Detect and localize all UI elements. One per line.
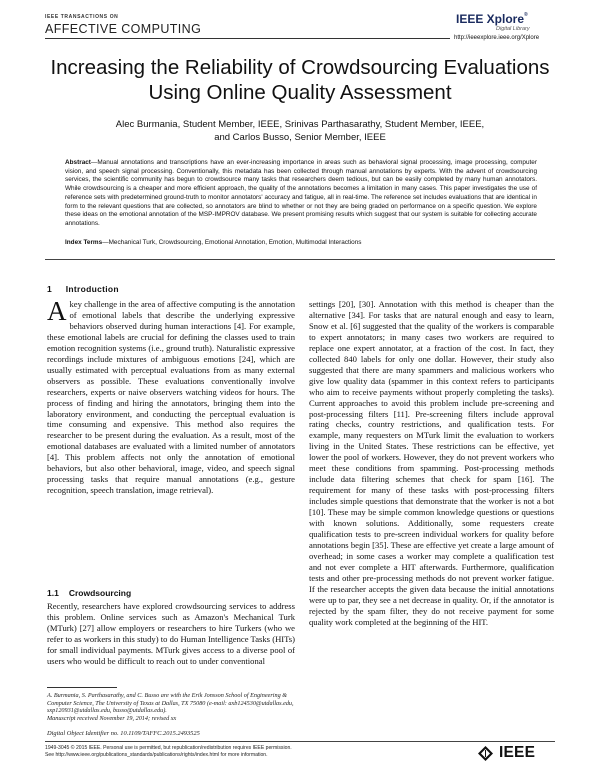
section-heading-introduction bbox=[47, 279, 119, 297]
abstract-divider bbox=[45, 259, 555, 260]
index-terms bbox=[65, 239, 537, 248]
index-terms-label: Index Terms bbox=[65, 239, 103, 246]
author-line-1: Alec Burmania, Student Member, IEEE, Srinivas Parthasarathy, Student Member, IEEE, bbox=[115, 119, 485, 130]
journal-name: AFFECTIVE COMPUTING bbox=[45, 22, 202, 36]
xplore-subtitle: Digital Library bbox=[496, 26, 530, 32]
copyright-line-1: 1949-3045 © 2015 IEEE. Personal use is permitted, but republication/redistribution requires IEEE permission. bbox=[45, 745, 292, 751]
copyright-line-2: See http://www.ieee.org/publications_standards/publications/rights/index.html for more information. bbox=[45, 751, 268, 758]
footnote-divider bbox=[47, 687, 117, 688]
doi-line: Digital Object Identifier no. 10.1109/TAFFC.2015.2493525 bbox=[47, 730, 200, 737]
section-number: 1 bbox=[47, 284, 52, 294]
author-list bbox=[60, 118, 540, 144]
subsection-heading-crowdsourcing bbox=[47, 583, 131, 601]
affiliation-text: A. Burmania, S. Parthasarathy, and C. Busso are with the Erik Jonsson School of Engineering & Computer Science, The University of Texas at Dallas, TX 75080 (e-mail: axb124530@utdallas.edu, sxp120931@utdallas.edu, busso@utdallas.edu). bbox=[47, 692, 294, 715]
intro-right-column: settings [20], [30]. Annotation with this method is cheaper than the alternative [34]. For tasks that are natural enough and easy to learn, Snow et al. [6] suggested that the quality of the workers is comparable to expert annotators; in many cases two workers are required to replace one expert annotator, at a fraction of the cost. In fact, they collected 840 labels for only one dollar. However, their study also suggested that there are many spammers and malicious workers who give low quality data (spammer in this context refers to participants who aim to receive payments without properly completing the tasks). Current approaches to avoid this problem include pre-screening and post-processing filters [11]. Pre-screening filters include approval rating checks, country restrictions, and qualification tests. For example, many requesters on MTurk limit the evaluation to workers living in the United States. These restrictions can be effective, yet lower the pool of workers. However, they do not prevent workers who meet these conditions from spamming. Post-processing methods include data filtering schemes that check for spam [16]. The requirement for many of these tasks with post-processing filters includes simple questions that demonstrate that the worker is not a bot [10]. These may be simple common knowledge questions or questions with known solutions. Additionally, some requesters create qualification tests to pre-screen individual workers for quality before annotations begin [35]. These are effective yet create a large amount of overhead; in some cases a worker may complete a qualification test and not ever complete a HIT afterwards. Furthermore, qualification tests and other pre-processing methods do not prevent worker fatigue. If the researcher accepts the given data because the initial annotations were up to par, they see a net decrease in quality. Or, if the annotator is rejected by the spam filter, they do not receive payment for some quality work completed at the beginning of the HIT. bbox=[309, 299, 554, 627]
intro-left-column bbox=[47, 296, 295, 496]
intro-paragraph: key challenge in the area of affective computing is the annotation of emotional labels that describe the underlying expressive behaviors observed during human interactions [4]. For example, these emotional labels are crucial for defining the classes used to train emotion recognition systems (i.e., ground truth). Naturalistic expressive recordings include mixtures of ambiguous emotions [24], which are usually estimated with perceptual evaluations from as many external observers as possible. These evaluations conventionally involve researchers, experts or naive observers watching videos for hours. The process of finding and hiring the annotators, bringing them into the laboratory environment, and conducting the perceptual evaluation is time consuming and expensive. This method also requires the researcher to be present during the evaluation. As a result, most of the emotional databases are evaluated with a limited number of annotators [4]. This problem affects not only the annotation of emotional behaviors, but also other behavioral, image, video, and speech signal processing tasks that require manual annotations (e.g., gesture recognition, speech translation, image retrieval). bbox=[47, 299, 295, 496]
xplore-url-link[interactable]: http://ieeexplore.ieee.org/Xplore bbox=[454, 35, 540, 41]
drop-cap: A bbox=[47, 296, 67, 326]
ieee-xplore-logo bbox=[456, 12, 528, 26]
ieee-diamond-icon bbox=[478, 746, 493, 761]
abstract-label: Abstract bbox=[65, 159, 91, 166]
author-line-2: and Carlos Busso, Senior Member, IEEE bbox=[214, 132, 386, 143]
registered-mark: ® bbox=[524, 12, 528, 18]
crowdsourcing-paragraph: Recently, researchers have explored crowdsourcing services to address this problem. Online services such as Amazon's Mechanical Turk (MTurk) [27] allow employers or researchers to hire Turkers (who we refer to as workers in this study) to do Human Intelligence Tasks (HITs) for small individual payments. MTurk gives access to a diverse pool of users who would be difficult to reach out to under conventional bbox=[47, 601, 295, 666]
journal-series-label: IEEE TRANSACTIONS ON bbox=[45, 14, 119, 20]
xplore-brand: IEEE Xplore bbox=[456, 12, 525, 26]
copyright-notice bbox=[45, 745, 485, 759]
footer-divider bbox=[45, 741, 555, 742]
ieee-wordmark: IEEE bbox=[499, 744, 536, 761]
subsection-number: 1.1 bbox=[47, 588, 59, 598]
abstract-text: —Manual annotations and transcriptions have an ever-increasing importance in areas such as behavioral signal processing, image processing, computer vision, and speech signal processing. Conventionally, this metadata has been collected through manual annotations by experts. With the advent of crowdsourcing services, the scientific community has begun to crowdsource many tasks that researchers deem tedious, but can be easily completed by many human annotators. While crowdsourcing is a cheaper and more efficient approach, the quality of the annotations becomes a limitation in many cases. This paper investigates the use of reference sets with predetermined ground-truth to monitor annotators' accuracy and fatigue, all in real-time. The reference set includes evaluations that are identical in form to the relevant questions that are collected, so annotators are blind to whether or not they are being graded on performance on a specific question. We explore these ideas on the emotional annotation of the MSP-IMPROV database. We present promising results which suggest that our system is suitable for collecting accurate annotations. bbox=[65, 159, 537, 227]
ieee-logo bbox=[478, 744, 535, 762]
manuscript-received: Manuscript received November 19, 2014; revised xx bbox=[47, 714, 177, 722]
header-divider bbox=[45, 38, 450, 39]
abstract bbox=[65, 159, 537, 229]
paper-title: Increasing the Reliability of Crowdsourcing Evaluations Using Online Quality Assessment bbox=[50, 56, 550, 104]
section-title: Introduction bbox=[65, 284, 119, 294]
subsection-title: Crowdsourcing bbox=[68, 588, 132, 598]
author-affiliation-footnote bbox=[47, 692, 295, 722]
index-terms-text: —Mechanical Turk, Crowdsourcing, Emotional Annotation, Emotion, Multimodal Interactions bbox=[102, 239, 362, 246]
